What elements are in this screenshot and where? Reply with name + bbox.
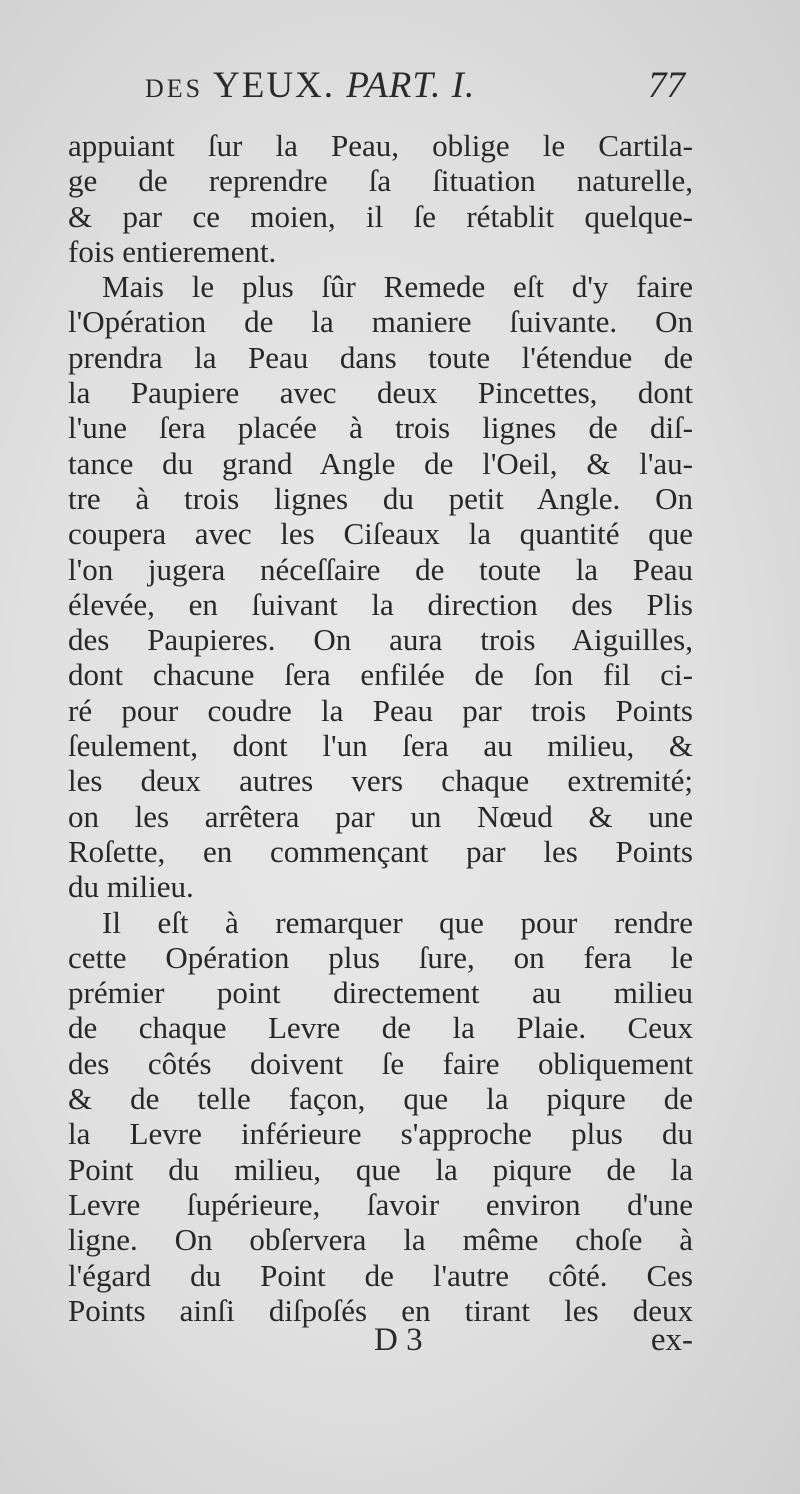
running-header [145, 64, 685, 108]
page-number: 77 [648, 65, 685, 106]
text-line: ré pour coudre la Peau par trois Points [68, 692, 693, 728]
text-line: l'on jugera néceſſaire de toute la Peau [68, 551, 693, 587]
body-text [68, 128, 693, 1328]
text-line: l'égard du Point de l'autre côté. Ces [68, 1257, 693, 1293]
text-line: tance du grand Angle de l'Oeil, & l'au- [68, 445, 693, 481]
text-line: la Levre inférieure s'approche plus du [68, 1116, 693, 1152]
signature-mark: D 3 [374, 1322, 423, 1358]
text-line: l'une ſera placée à trois lignes de diſ- [68, 410, 693, 446]
text-line: & de telle façon, que la piqure de [68, 1081, 693, 1117]
catchword: ex- [650, 1322, 693, 1358]
text-line: du milieu. [68, 869, 194, 905]
text-line: Point du milieu, que la piqure de la [68, 1151, 693, 1187]
text-line: des côtés doivent ſe faire obliquement [68, 1045, 693, 1081]
running-title [145, 64, 475, 107]
text-line: Il eſt à remarquer que pour rendre [102, 904, 693, 940]
text-line: élevée, en ſuivant la direction des Plis [68, 586, 693, 622]
text-line: & par ce moien, il ſe rétablit quelque- [68, 198, 693, 234]
text-line: Roſette, en commençant par les Points [68, 833, 693, 869]
text-line: coupera avec les Ciſeaux la quantité que [68, 516, 693, 552]
text-line: Mais le plus ſûr Remede eſt d'y faire [102, 269, 693, 305]
text-line: tre à trois lignes du petit Angle. On [68, 480, 693, 516]
text-line: ſeulement, dont l'un ſera au milieu, & [68, 728, 693, 764]
running-title-part: PART. I. [346, 65, 476, 106]
text-line: des Paupieres. On aura trois Aiguilles, [68, 622, 693, 658]
text-line: l'Opération de la maniere ſuivante. On [68, 304, 693, 340]
text-line: la Paupiere avec deux Pincettes, dont [68, 375, 693, 411]
text-line: on les arrêtera par un Nœud & une [68, 798, 693, 834]
text-line: les deux autres vers chaque extremité; [68, 763, 693, 799]
text-line: Points ainſi diſpoſés en tirant les deux [68, 1292, 693, 1328]
text-line: ge de reprendre ſa ſituation naturelle, [68, 163, 693, 199]
text-line: dont chacune ſera enfilée de ſon fil ci- [68, 657, 693, 693]
text-line: de chaque Levre de la Plaie. Ceux [68, 1010, 693, 1046]
text-line: prendra la Peau dans toute l'étendue de [68, 339, 693, 375]
text-line: Levre ſupérieure, ſavoir environ d'une [68, 1186, 693, 1222]
text-line: cette Opération plus ſure, on fera le [68, 939, 693, 975]
text-line: prémier point directement au milieu [68, 975, 693, 1011]
page-footer [68, 1322, 693, 1364]
text-line: fois entierement. [68, 233, 277, 269]
running-title-prefix: DES [145, 74, 204, 103]
running-title-main: YEUX. [213, 65, 336, 106]
text-line: ligne. On obſervera la même choſe à [68, 1222, 693, 1258]
text-line: appuiant ſur la Peau, oblige le Cartila- [68, 128, 693, 163]
